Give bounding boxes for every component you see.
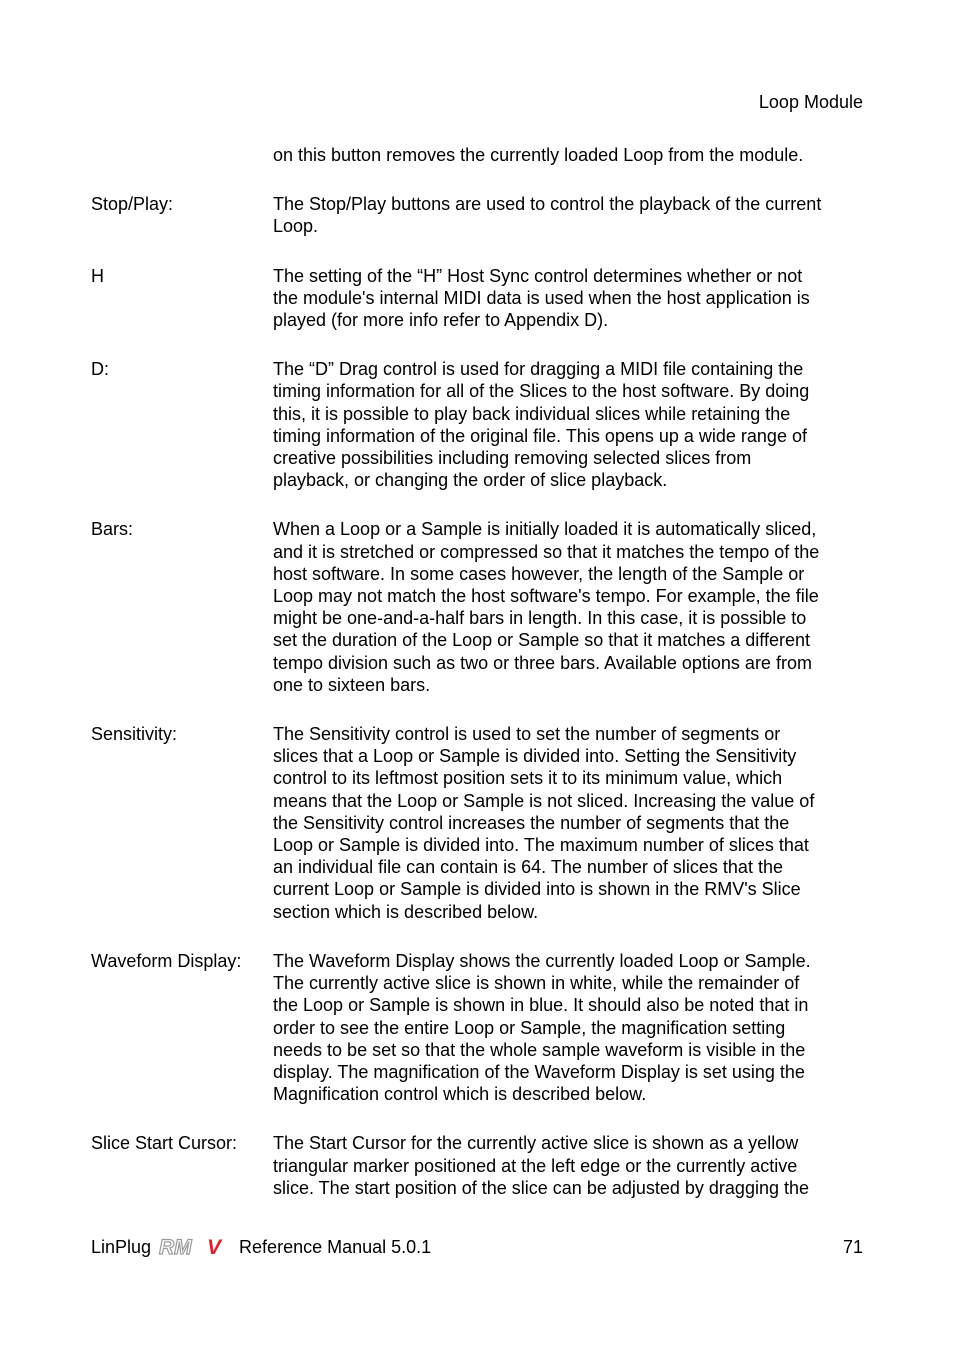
definition-list xyxy=(91,144,866,1226)
definition-term: Waveform Display: xyxy=(91,950,242,971)
definition-text: The Start Cursor for the currently active slice is shown as a yellow triangular marker positioned at the left edge or the currently active slice. The start position of the slice can be adjusted by dragging the xyxy=(273,1133,809,1198)
rmv-logo xyxy=(157,1235,233,1259)
definition-text: The “D” Drag control is used for dragging a MIDI file containing the timing information for all of the Slices to the host software. By doing this, it is possible to play back individual slices while retaining the timing information of the original file. This opens up a wide range of creative possibilities including removing selected slices from playback, or changing the order of slice playback. xyxy=(273,359,810,491)
definition-text: The Waveform Display shows the currently loaded Loop or Sample. The currently active slice is shown in white, while the remainder of the Loop or Sample is shown in blue. It should also be noted that in order to see the entire Loop or Sample, the magnification setting needs to be set so that the whole sample waveform is visible in the display. The magnification of the Waveform Display is set using the Magnification control which is described below. xyxy=(273,950,811,1105)
definition-entry xyxy=(91,265,866,332)
definition-entry xyxy=(91,950,866,1105)
svg-text:RM: RM xyxy=(159,1236,192,1259)
definition-entry xyxy=(91,1132,866,1199)
svg-text:V: V xyxy=(207,1236,222,1259)
running-header xyxy=(759,91,863,113)
footer-brand: LinPlug xyxy=(91,1237,152,1257)
definition-entry xyxy=(91,144,866,166)
definition-entry xyxy=(91,723,866,923)
definition-term: Sensitivity: xyxy=(91,724,178,745)
page-footer xyxy=(91,1235,863,1259)
definition-term: Bars: xyxy=(91,519,134,540)
definition-entry xyxy=(91,193,866,237)
definition-text: The Sensitivity control is used to set the number of segments or slices that a Loop or Sample is divided into. Setting the Sensitivity control to its leftmost position sets it to its minimum value, which means that the Loop or Sample is not sliced. Increasing the value of the Sensitivity control increases the number of segments that the Loop or Sample is divided into. The maximum number of slices that an individual file can contain is 64. The number of slices that the current Loop or Sample is divided into is shown in the RMV's Slice section which is described below. xyxy=(273,724,815,922)
definition-term xyxy=(91,144,273,166)
definition-term: Slice Start Cursor: xyxy=(91,1133,238,1154)
section-title: Loop Module xyxy=(758,92,863,112)
definition-text: The setting of the “H” Host Sync control determines whether or not the module's internal MIDI data is used when the host application is played (for more info refer to Appendix D). xyxy=(273,265,810,331)
definition-term: Stop/Play: xyxy=(91,194,174,215)
definition-term: D: xyxy=(91,359,109,380)
definition-text: on this button removes the currently loaded Loop from the module. xyxy=(273,145,804,165)
definition-text: The Stop/Play buttons are used to control the playback of the current Loop. xyxy=(273,194,822,237)
definition-entry xyxy=(91,518,866,696)
footer-title: Reference Manual 5.0.1 xyxy=(239,1237,432,1257)
definition-entry xyxy=(91,358,866,491)
page-number: 71 xyxy=(842,1237,863,1257)
definition-text: When a Loop or a Sample is initially loaded it is automatically sliced, and it is stretched or compressed so that it matches the tempo of the host software. In some cases however, the length of the Sample or Loop may not match the host software's tempo. For example, the file might be one-and-a-half bars in length. In this case, it is possible to set the duration of the Loop or Sample so that it matches a different tempo division such as two or three bars. Available options are from one to sixteen bars. xyxy=(273,519,820,695)
definition-term: H xyxy=(91,265,104,286)
